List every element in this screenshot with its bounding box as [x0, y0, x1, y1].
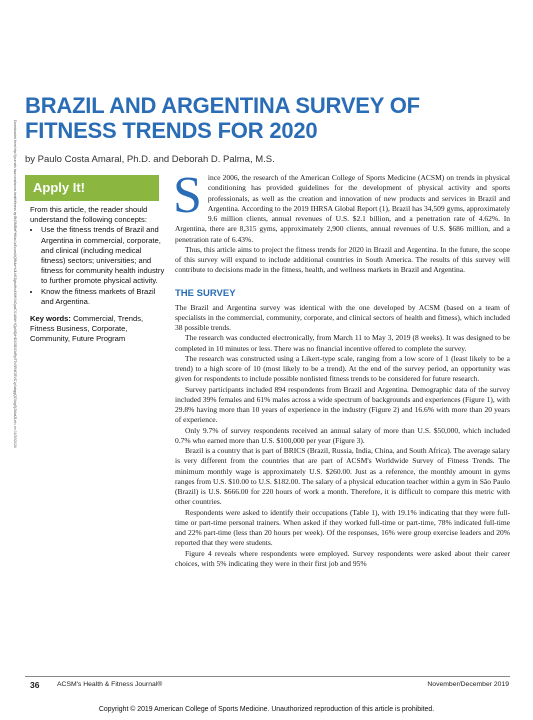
article-body: [173, 167, 510, 569]
body-paragraph: Respondents were asked to identify their occupations (Table 1), with 19.1% indicating that they were full-time or part-time personal trainers. When asked if they worked full-time or part-time, 78% indicated full-time and 22% part-time (less than 20 hours per week). Of the responses, 16% were group exercise leaders and 20% reported that they were students.: [175, 507, 510, 548]
copyright-notice: Copyright © 2019 American College of Sports Medicine. Unauthorized reproduction of this article is prohibited.: [98, 706, 435, 713]
intro-text: ince 2006, the research of the American College of Sports Medicine (ACSM) on trends in physical conditioning has provided guidelines for the development of physical activity and sports professionals, as well as the creation and innovation of new products and services in Brazil and Argentina. According to the 2019 IHRSA Global Report (1), Brazil has 34,509 gyms, approximately 9.6 million clients, annual revenues of U.S. $2.1 billion, and a penetration rate of 4.62%. In Argentina, there are 8,315 gyms, approximately 2,900 clients, annual revenues of U.S. $686 million, and a penetration rate of 6.43%.: [175, 173, 510, 244]
apply-point: • Use the fitness trends of Brazil and Argentina in commercial, corporate, and clinical (including medical fitness) sectors; universities; and fitness for community health industry to further promote physical activity.: [41, 225, 167, 286]
body-paragraph: Thus, this article aims to project the fitness trends for 2020 in Brazil and Argentina. In the future, the scope of this survey will expand to include additional countries in South America. The results of this survey will contribute to decisions made in the fitness, health, and wellness markets in Brazil and Argentina.: [175, 244, 510, 275]
footer-divider: [25, 676, 510, 677]
apply-it-heading: Apply It!: [33, 180, 85, 195]
body-paragraph: The research was conducted electronically, from March 11 to May 3, 2019 (8 weeks). It was designed to be completed in 10 minutes or less. There was no financial incentive offered to complete the survey.: [175, 333, 510, 353]
journal-name: ACSM's Health & Fitness Journal®: [57, 681, 163, 688]
apply-it-sidebar: [30, 205, 167, 345]
apply-intro: From this article, the reader should understand the following concepts:: [30, 205, 148, 225]
keywords-line: [30, 314, 167, 345]
intro-paragraph: [173, 167, 510, 245]
body-paragraph: Only 9.7% of survey respondents received an annual salary of more than U.S. $50,000, which included 0.7% who earned more than U.S. $100,000 per year (Figure 3).: [175, 425, 510, 445]
keywords-label: Key words:: [30, 314, 71, 324]
download-note: Downloaded from http://journals.lww.com/acsm-healthfitness by BhDMf5ePHKav1zEoum1tQfN4a+kJLhEZgbsIHo4XMi0hCywCX1AWnYQp/IlQrHD3i3D0OdRyi7TvSFl4Cf3VC1y0abggQZXdgGj2MwlZLeI= on 01/20/2024: [13, 120, 17, 448]
issue-date: November/December 2019: [427, 681, 509, 688]
apply-points: [30, 225, 167, 307]
page-number: 36: [30, 680, 40, 690]
article-title: BRAZIL AND ARGENTINA SURVEY OF FITNESS TRENDS FOR 2020: [25, 93, 420, 143]
apply-point: • Know the fitness markets of Brazil and Argentina.: [41, 287, 167, 307]
body-paragraph: Figure 4 reveals where respondents were employed. Survey respondents were asked about their career choices, with 5% indicating they were in their first job and 95%: [175, 548, 510, 568]
apply-it-banner: [25, 175, 159, 201]
article-byline: by Paulo Costa Amaral, Ph.D. and Deborah D. Palma, M.S.: [25, 154, 275, 165]
body-paragraph: Survey participants included 894 respondents from Brazil and Argentina. Demographic data of the survey included 39% females and 61% males across a wide spectrum of backgrounds and experiences (Figure 1), with 29.8% having more than 10 years of experience in the industry (Figure 2) and 16.6% with more than 20 years of experience.: [175, 384, 510, 425]
body-paragraph: Brazil is a country that is part of BRICS (Brazil, Russia, India, China, and South Africa). The average salary is very different from the countries that are part of ACSM's Worldwide Survey of Fitness Trends. The minimum monthly wage is approximately U.S. $260.00. Just as a reference, the monthly amount in gyms ranges from U.S. $10.00 to U.S. $182.00. The salary of a physical education teacher within a gym in São Paulo (Brazil) is U.S. $666.00 for 220 hours of work a month. Therefore, it is difficult to compare this metric with other countries.: [175, 446, 510, 507]
body-paragraph: The research was constructed using a Likert-type scale, ranging from a low score of 1 (least likely to be a trend) to a high score of 10 (most likely to be a trend). At the end of the survey period, an opportunity was given for respondents to include possible nonlisted fitness trends to be considered for future research.: [175, 353, 510, 384]
drop-cap: S: [173, 167, 202, 224]
section-heading-survey: THE SURVEY: [175, 287, 236, 299]
keywords-text: Commercial, Trends, Fitness Business, Corporate, Community, Future Program: [30, 314, 144, 344]
download-watermark: [3, 120, 17, 450]
body-paragraph: The Brazil and Argentina survey was identical with the one developed by ACSM (based on a team of specialists in the commercial, community, corporate, and clinical sectors of health and fitness), which included 38 possible trends.: [175, 302, 510, 332]
